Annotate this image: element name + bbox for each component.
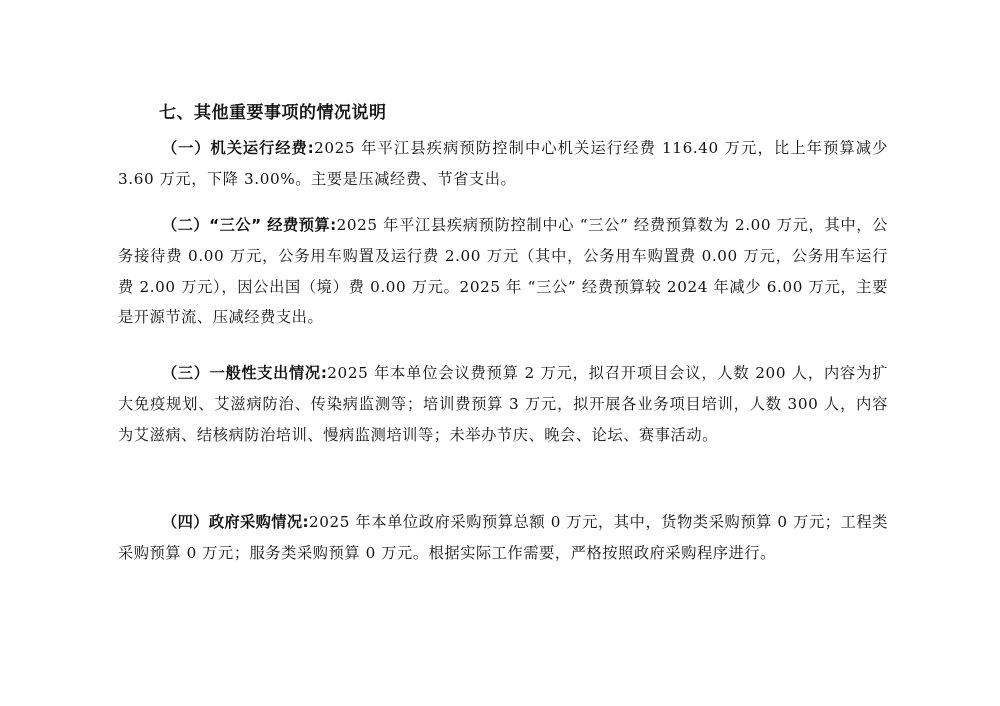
paragraph-government-procurement (118, 507, 888, 569)
paragraph-text: 2025 年本单位会议费预算 2 万元，拟召开项目会议，人数 200 人，内容为扩大免疫规划、艾滋病防治、传染病监测等；培训费预算 3 万元，拟开展各业务项目培训，人数 300 人，内容为艾滋病、结核病防治培训、慢病监测培训等；未举办节庆、晚会、论坛、赛事活动。 (118, 364, 888, 444)
paragraph-lead: （四）政府采购情况: (162, 513, 309, 531)
paragraph-text: 2025 年平江县疾病预防控制中心 “三公” 经费预算数为 2.00 万元，其中，公务接待费 0.00 万元，公务用车购置及运行费 2.00 万元（其中，公务用车购置费 0.00 万元，公务用车运行费 2.00 万元），因公出国（境）费 0.00 万元。2025 年 “三公” 经费预算较 2024 年减少 6.00 万元，主要是开源节流、压减经费支出。 (118, 216, 888, 327)
paragraph-three-public-expenses (118, 210, 888, 333)
paragraph-text: 2025 年平江县疾病预防控制中心机关运行经费 116.40 万元，比上年预算减少 3.60 万元，下降 3.00%。主要是压减经费、节省支出。 (118, 139, 889, 188)
section-title: 七、其他重要事项的情况说明 (159, 103, 387, 123)
paragraph-lead: （一）机关运行经费: (162, 139, 315, 157)
paragraph-lead: （二）“三公” 经费预算: (162, 216, 337, 234)
paragraph-text: 2025 年本单位政府采购预算总额 0 万元，其中，货物类采购预算 0 万元；工程类采购预算 0 万元；服务类采购预算 0 万元。根据实际工作需要，严格按照政府采购程序进行。 (118, 513, 888, 562)
paragraph-lead: （三）一般性支出情况: (162, 364, 328, 382)
paragraph-operating-expenses (118, 133, 888, 195)
paragraph-general-expenditure (118, 358, 888, 450)
